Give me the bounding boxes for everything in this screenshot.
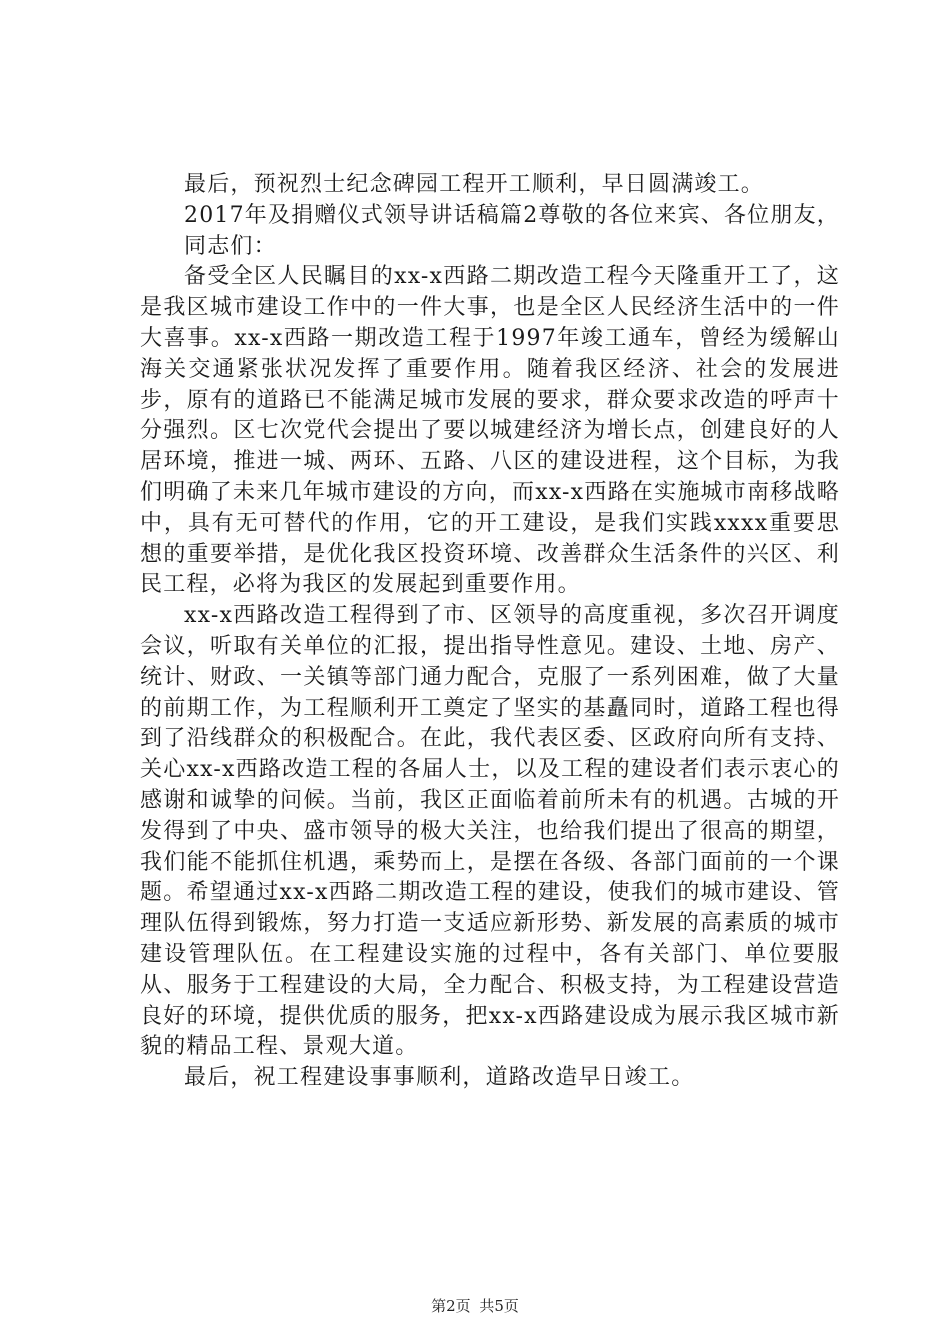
paragraph: xx-x西路改造工程得到了市、区领导的高度重视，多次召开调度会议，听取有关单位的汇报，提出指导性意见。建设、土地、房产、统计、财政、一关镇等部门通力配合，克服了一系列困难，做了大量的前期工作，为工程顺利开工奠定了坚实的基矗同时，道路工程也得到了沿线群众的积极配合。在此，我代表区委、区政府向所有支持、关心xx-x西路改造工程的各届人士，以及工程的建设者们表示衷心的感谢和诚挚的问候。当前，我区正面临着前所未有的机遇。古城的开发得到了中央、盛市领导的极大关注，也给我们提出了很高的期望，我们能不能抓住机遇，乘势而上，是摆在各级、各部门面前的一个课题。希望通过xx-x西路二期改造工程的建设，使我们的城市建设、管理队伍得到锻炼，努力打造一支适应新形势、新发展的高素质的城市建设管理队伍。在工程建设实施的过程中，各有关部门、单位要服从、服务于工程建设的大局，全力配合、积极支持，为工程建设营造良好的环境，提供优质的服务，把xx-x西路建设成为展示我区城市新貌的精品工程、景观大道。 <box>140 603 840 1060</box>
paragraph: 备受全区人民瞩目的xx-x西路二期改造工程今天隆重开工了，这是我区城市建设工作中的一件大事，也是全区人民经济生活中的一件大喜事。xx-x西路一期改造工程于1997年竣工通车，曾经为缓解山海关交通紧张状况发挥了重要作用。随着我区经济、社会的发展进步，原有的道路已不能满足城市发展的要求，群众要求改造的呼声十分强烈。区七次党代会提出了要以城建经济为增长点，创建良好的人居环境，推进一城、两环、五路、八区的建设进程，这个目标，为我们明确了未来几年城市建设的方向，而xx-x西路在实施城市南移战略中，具有无可替代的作用，它的开工建设，是我们实践xxxx重要思想的重要举措，是优化我区投资环境、改善群众生活条件的兴区、利民工程，必将为我区的发展起到重要作用。 <box>140 264 840 598</box>
page-footer <box>0 1295 950 1316</box>
paragraph: 2017年及捐赠仪式领导讲话稿篇2尊敬的各位来宾、各位朋友， <box>184 202 840 228</box>
document-body <box>140 170 840 1094</box>
paragraph: 同志们： <box>184 233 277 259</box>
paragraph: 最后，预祝烈士纪念碑园工程开工顺利，早日圆满竣工。 <box>184 172 765 197</box>
page-number: 第2页 <box>431 1297 471 1315</box>
page-total: 共5页 <box>479 1297 519 1315</box>
paragraph: 最后，祝工程建设事事顺利，道路改造早日竣工。 <box>184 1065 695 1091</box>
